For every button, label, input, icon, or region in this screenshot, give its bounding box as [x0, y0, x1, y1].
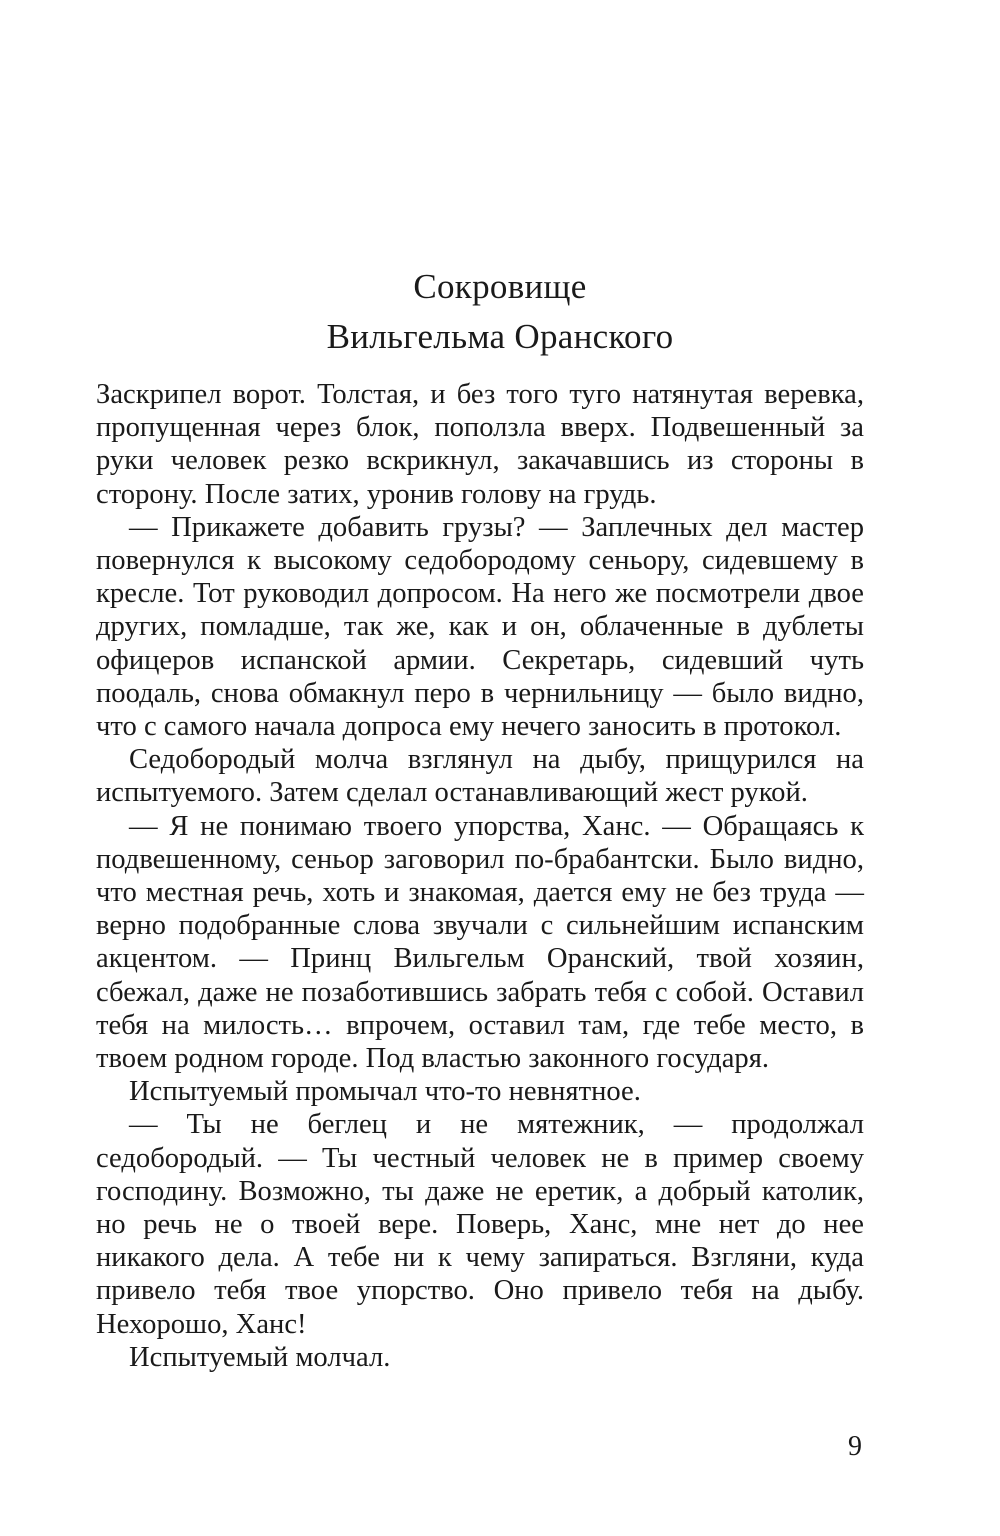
paragraph-7: Испытуемый молчал.: [129, 1341, 391, 1373]
paragraph-2: — Прикажете добавить грузы? — Заплечных дел мастер повернулся к высокому седобородому сеньору, сидевшему в кресле. Тот руководил допросом. На него же посмотрели двое других, помладше, так же, как и он, облаченные в дублеты офицеров испанской армии. Секретарь, сидевший чуть поодаль, снова обмакнул перо в чернильницу — было видно, что с самого начала допроса ему нечего заносить в протокол.: [96, 511, 864, 743]
paragraph-1: Заскрипел ворот. Толстая, и без того туго натянутая веревка, пропущенная через блок, поползла вверх. Подвешенный за руки человек резко вскрикнул, закачавшись из стороны в сторону. После затих, уронив голову на грудь.: [96, 379, 864, 510]
chapter-title-line-1: Сокровище: [413, 267, 587, 306]
chapter-title-line-2: Вильгельма Оранского: [326, 317, 674, 356]
chapter-title: [0, 262, 1000, 362]
paragraph-5: Испытуемый промычал что-то невнятное.: [129, 1076, 641, 1108]
chapter-body: [96, 378, 864, 1374]
paragraph-3: Седобородый молча взглянул на дыбу, прищурился на испытуемого. Затем сделал останавливающий жест рукой.: [96, 744, 864, 809]
paragraph-4: — Я не понимаю твоего упорства, Ханс. — Обращаясь к подвешенному, сеньор заговорил по-брабантски. Было видно, что местная речь, хоть и знакомая, дается ему не без труда — верно подобранные слова звучали с сильнейшим испанским акцентом. — Принц Вильгельм Оранский, твой хозяин, сбежал, даже не позаботившись забрать тебя с собой. Оставил тебя на милость… впрочем, оставил там, где тебе место, в твоем родном городе. Под властью законного государя.: [96, 810, 864, 1075]
page-number: 9: [848, 1431, 862, 1462]
paragraph-6: — Ты не беглец и не мятежник, — продолжал седобородый. — Ты честный человек не в пример своему господину. Возможно, ты даже не еретик, а добрый католик, но речь не о твоей вере. Поверь, Ханс, мне нет до нее никакого дела. А тебе ни к чему запираться. Взгляни, куда привело тебя твое упорство. Оно привело тебя на дыбу. Нехорошо, Ханс!: [96, 1109, 864, 1340]
